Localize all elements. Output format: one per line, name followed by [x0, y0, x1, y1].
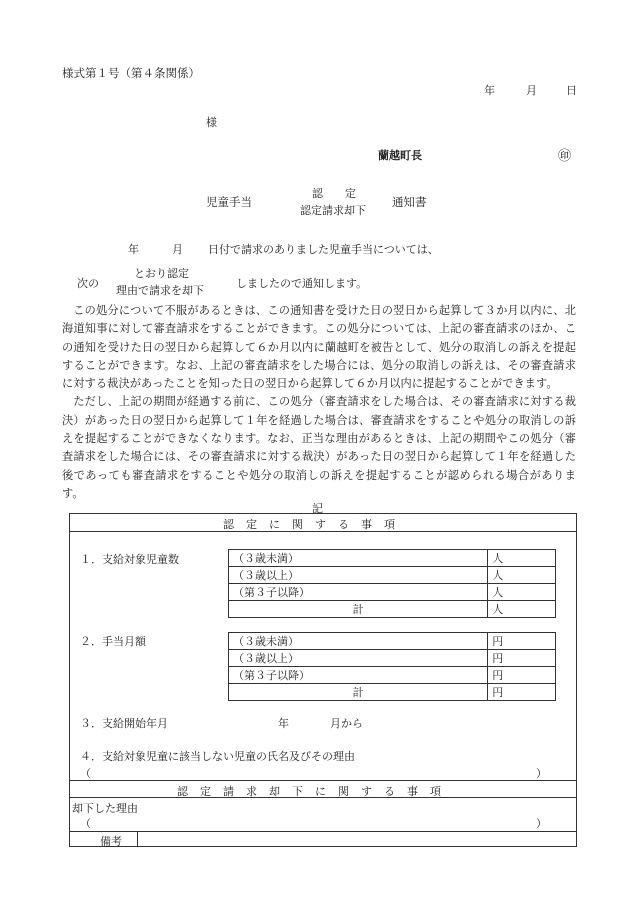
date-year: 年 [484, 84, 495, 97]
table-header-approval: 認定に関する事項 [223, 518, 407, 531]
title-left: 児童手当 [206, 195, 252, 209]
intro-option-bottom: 理由で請求を却下 [116, 284, 204, 297]
item1-label: １．支給対象児童数 [80, 553, 179, 566]
divider [137, 831, 138, 847]
row-label: （３歳以上） [229, 650, 488, 667]
body-paragraph-1: この処分について不服があるときは、この通知書を受けた日の翌日から起算して３か月以内に、北海道知事に対して審査請求をすることができます。この処分については、上記の審査請求のほか、この通知を受けた日の翌日から起算して６か月以内に蘭越町を被告として、処分の取消しの訴えを提起することができます。なお、上記の審査請求をした場合には、処分の取消しの訴えは、その審査請求に対する裁決があったことを知った日の翌日から起算して６か月以内に提起することができます。 [62, 304, 576, 391]
table-row [229, 650, 556, 667]
table-header-rejection: 認定請求却下に関する事項 [177, 785, 453, 798]
table-row [229, 633, 556, 650]
row-unit: 人 [488, 567, 556, 584]
title-option-bottom: 認定請求却下 [300, 204, 366, 217]
row-unit: 円 [488, 684, 556, 701]
divider [69, 831, 577, 832]
intro-option-top: とおり認定 [134, 267, 189, 280]
form-number: 様式第１号（第４条関係） [62, 66, 200, 80]
intro-month: 月 [172, 243, 183, 256]
issuer: 蘭越町長 [378, 149, 422, 162]
row-unit: 円 [488, 650, 556, 667]
item3-month: 月から [330, 717, 363, 730]
table-row [229, 667, 556, 684]
title-right: 通知書 [392, 195, 427, 209]
row-unit: 円 [488, 667, 556, 684]
date-day: 日 [566, 84, 577, 97]
item2-label: ２．手当月額 [80, 635, 146, 648]
intro-prefix: 次の [77, 277, 99, 290]
table-row [229, 584, 556, 601]
divider [69, 531, 577, 532]
item4-open-paren: （ [80, 767, 91, 780]
divider [69, 780, 577, 781]
row-unit: 人 [488, 601, 556, 618]
divider [69, 797, 577, 798]
intro-suffix: しましたので通知します。 [236, 277, 368, 290]
table-row [229, 684, 556, 701]
child-count-table [228, 549, 556, 618]
reject-open-paren: （ [80, 817, 91, 830]
ki-label: 記 [312, 502, 323, 515]
body-text [62, 302, 576, 503]
row-unit: 人 [488, 584, 556, 601]
item4-close-paren: ） [536, 767, 547, 780]
intro-line1: 日付で請求のありました児童手当については、 [208, 243, 439, 256]
seal-mark: ㊞ [558, 149, 572, 164]
row-label: （第３子以降） [229, 584, 488, 601]
row-label: 計 [229, 684, 488, 701]
table-row [229, 550, 556, 567]
item3-year: 年 [278, 717, 289, 730]
item4-label: ４．支給対象児童に該当しない児童の氏名及びその理由 [80, 750, 355, 763]
addressee-suffix: 様 [206, 116, 217, 129]
reject-reason-label: 却下した理由 [72, 802, 138, 815]
row-label: （３歳未満） [229, 550, 488, 567]
table-row [229, 567, 556, 584]
title-option-top: 認 定 [312, 187, 356, 200]
row-label: （３歳未満） [229, 633, 488, 650]
row-label: （第３子以降） [229, 667, 488, 684]
row-unit: 人 [488, 550, 556, 567]
row-label: 計 [229, 601, 488, 618]
table-row [229, 601, 556, 618]
date-month: 月 [526, 84, 537, 97]
item3-label: ３．支給開始年月 [80, 717, 168, 730]
row-label: （３歳以上） [229, 567, 488, 584]
row-unit: 円 [488, 633, 556, 650]
remarks-label: 備考 [100, 835, 122, 848]
body-paragraph-2: ただし、上記の期間が経過する前に、この処分（審査請求をした場合は、その審査請求に対する裁決）があった日の翌日から起算して１年を経過した場合は、審査請求をすることや処分の取消しの訴えを提起することができなくなります。なお、正当な理由があるときは、上記の期間やこの処分（審査請求をした場合には、その審査請求に対する裁決）があった日の翌日から起算して１年を経過した後であっても審査請求をすることや処分の取消しの訴えを提起することが認められる場合があります。 [62, 395, 576, 500]
reject-close-paren: ） [536, 817, 547, 830]
monthly-amount-table [228, 632, 556, 701]
intro-year: 年 [128, 243, 139, 256]
